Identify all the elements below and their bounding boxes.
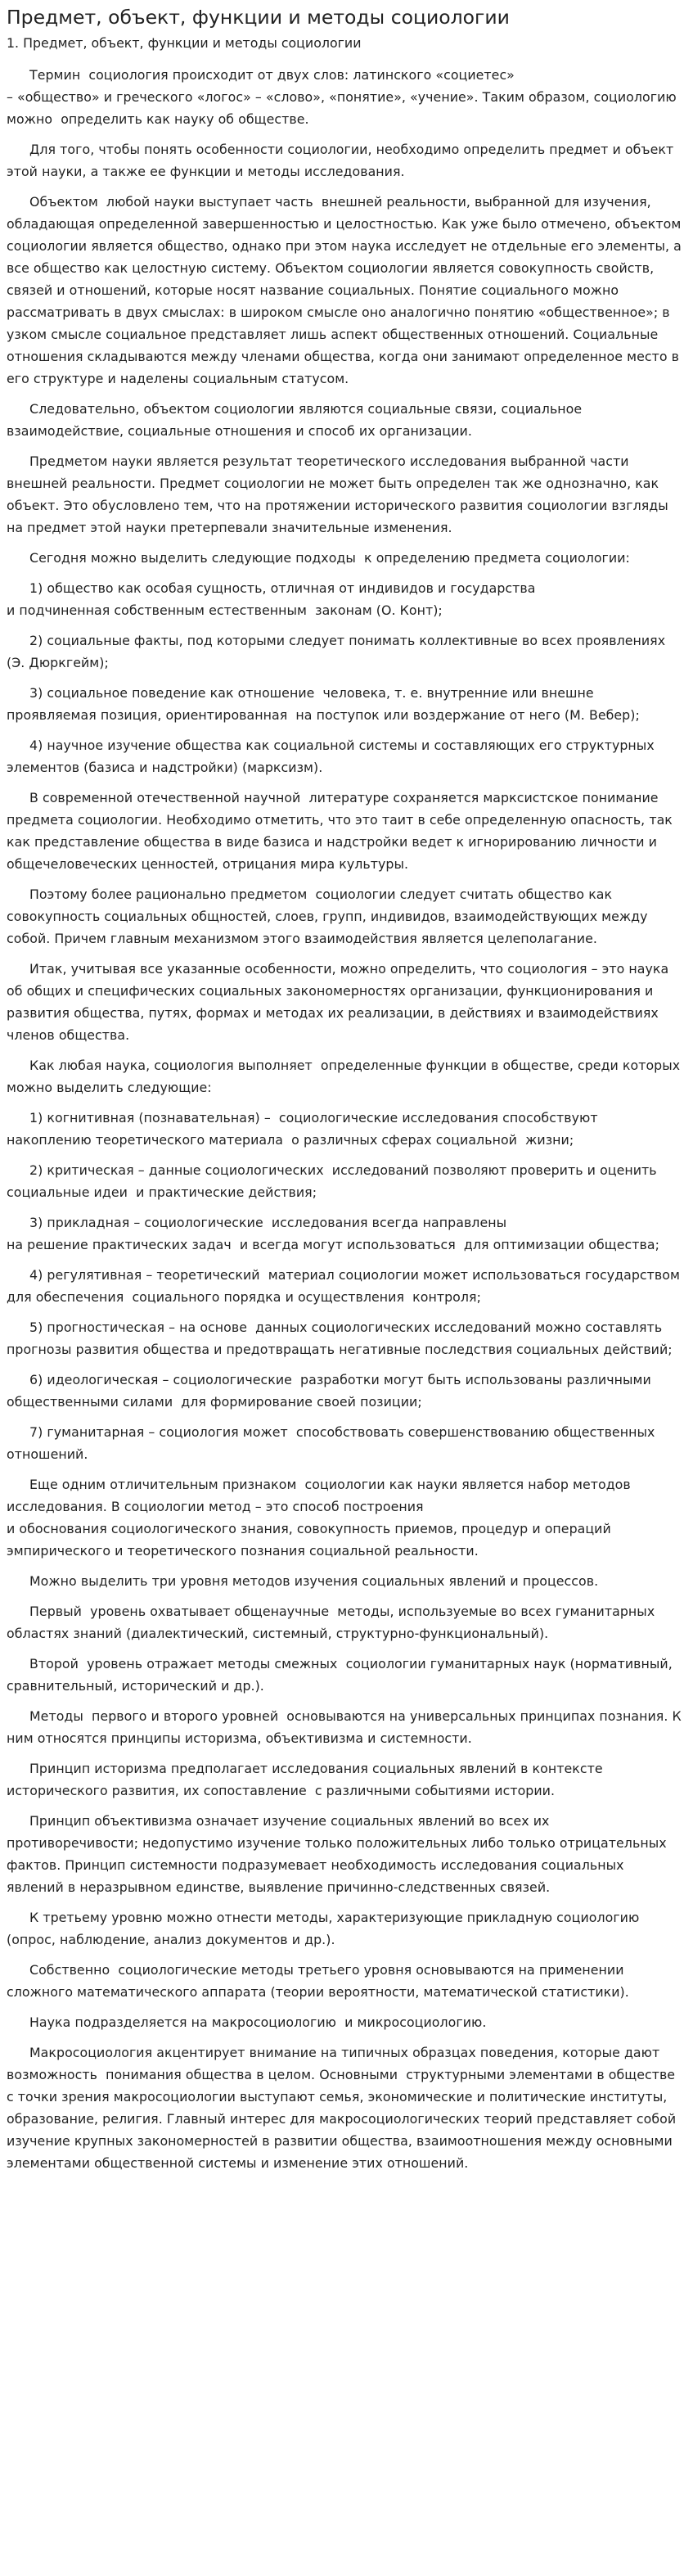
paragraph: Первый уровень охватывает общенаучные методы, используемые во всех гуманитарных областях знаний (диалектический, системный, структурно-функциональный).	[7, 1604, 659, 1641]
paragraph: Второй уровень отражает методы смежных социологии гуманитарных наук (нормативный, сравнительный, исторический и др.).	[7, 1656, 677, 1694]
list-item: 3) социальное поведение как отношение человека, т. е. внутренние или внешне проявляемая позиция, ориентированная на поступок или воздержание от него (М. Вебер);	[7, 685, 640, 723]
paragraph: Сегодня можно выделить следующие подходы к определению предмета социологии:	[29, 550, 630, 566]
paragraph: Объектом любой науки выступает часть внешней реальности, выбранной для изучения, обладающая определенной завершенностью и целостностью. Как уже было отмечено, объектом социологии является общество, однако при этом наука исследует не отдельные его элементы, а все общество как целостную систему. Объектом социологии является совокупность свойств, связей и отношений, которые носят название социальных. Понятие социального можно рассматривать в двух смыслах: в широком смысле оно аналогично понятию «общественное»; в узком смысле социальное представляет лишь аспект общественных отношений. Социальные отношения складываются между членами общества, когда они занимают определенное место в его структуре и наделены социальным статусом.	[7, 194, 686, 386]
list-item: 6) идеологическая – социологические разработки могут быть использованы различными общественными силами для формирование своей позиции;	[7, 1372, 655, 1410]
list-item: 2) социальные факты, под которыми следует понимать коллективные во всех проявлениях (Э. Дюркгейм);	[7, 633, 670, 670]
list-item: 1) общество как особая сущность, отличная от индивидов и государства и подчиненная собственным естественным законам (О. Конт);	[7, 580, 536, 618]
paragraph: В современной отечественной научной литературе сохраняется марксистское понимание предмета социологии. Необходимо отметить, что это таит в себе определенную опасность, так как представление общества в виде базиса и надстройки ведет к игнорированию личности и общечеловеческих ценностей, отрицания мира культуры.	[7, 790, 677, 872]
paragraph: Наука подразделяется на макросоциологию и микросоциологию.	[29, 2014, 487, 2030]
paragraph: Можно выделить три уровня методов изучения социальных явлений и процессов.	[29, 1573, 599, 1589]
list-item: 2) критическая – данные социологических исследований позволяют проверить и оценить социальные идеи и практические действия;	[7, 1162, 661, 1200]
list-item: 5) прогностическая – на основе данных социологических исследований можно составлять прогнозы развития общества и предотвращать негативные последствия социальных действий;	[7, 1320, 673, 1357]
paragraph: Итак, учитывая все указанные особенности, можно определить, что социология – это наука об общих и специфических социальных закономерностях организации, функционирования и развития общества, путях, формах и методах их реализации, в действиях и взаимодействиях членов общества.	[7, 961, 673, 1043]
paragraph: Собственно социологические методы третьего уровня основываются на применении сложного математического аппарата (теории вероятности, математической статистики).	[7, 1962, 629, 2000]
paragraph: Методы первого и второго уровней основываются на универсальных принципах познания. К ним относятся принципы историзма, объективизма и системности.	[7, 1708, 686, 1746]
paragraph: Макросоциология акцентирует внимание на типичных образцах поведения, которые дают возможность понимания общества в целом. Основными структурными элементами в обществе с точки зрения макросоциологии выступают семья, экономические и политические институты, образование, религия. Главный интерес для макросоциологических теорий представляет собой изучение крупных закономерностей в развитии общества, взаимоотношения между основными элементами общественной системы и изменение этих отношений.	[7, 2045, 681, 2171]
paragraph: Следовательно, объектом социологии являются социальные связи, социальное взаимодействие, социальные отношения и способ их организации.	[7, 401, 587, 439]
section-heading: 1. Предмет, объект, функции и методы социологии	[7, 35, 362, 51]
article-body	[7, 64, 685, 2174]
paragraph: Предметом науки является результат теоретического исследования выбранной части внешней реальности. Предмет социологии не может быть определен так же однозначно, как объект. Это обусловлено тем, что на протяжении исторического развития социологии взгляды на предмет этой науки претерпевали значительные изменения.	[7, 453, 673, 535]
list-item: 3) прикладная – социологические исследования всегда направлены на решение практических задач и всегда могут использоваться для оптимизации общества;	[7, 1215, 659, 1252]
paragraph: К третьему уровню можно отнести методы, характеризующие прикладную социологию (опрос, наблюдение, анализ документов и др.).	[7, 1910, 644, 1947]
paragraph: Для того, чтобы понять особенности социологии, необходимо определить предмет и объект этой науки, а также ее функции и методы исследования.	[7, 142, 678, 179]
paragraph: Принцип историзма предполагает исследования социальных явлений в контексте исторического развития, их сопоставление с различными событиями истории.	[7, 1761, 607, 1798]
list-item: 1) когнитивная (познавательная) – социологические исследования способствуют накоплению теоретического материала о различных сферах социальной жизни;	[7, 1110, 602, 1148]
list-item: 4) научное изучение общества как социальной системы и составляющих его структурных элементов (базиса и надстройки) (марксизм).	[7, 738, 659, 775]
page-title: Предмет, объект, функции и методы социологии	[7, 6, 510, 29]
list-item: 4) регулятивная – теоретический материал социологии может использоваться государством для обеспечения социального порядка и осуществления контроля;	[7, 1267, 685, 1305]
paragraph: Поэтому более рационально предметом социологии следует считать общество как совокупность социальных общностей, слоев, групп, индивидов, взаимодействующих между собой. Причем главным механизмом этого взаимодействия является целеполагание.	[7, 886, 652, 946]
paragraph: Принцип объективизма означает изучение социальных явлений во всех их противоречивости; недопустимо изучение только положительных либо только отрицательных фактов. Принцип системности подразумевает необходимость исследования социальных явлений в неразрывном единстве, выявление причинно-следственных связей.	[7, 1813, 671, 1895]
paragraph: Еще одним отличительным признаком социологии как науки является набор методов исследования. В социологии метод – это способ построения и обоснования социологического знания, совокупность приемов, процедур и операций эмпирического и теоретического познания социальной реальности.	[7, 1477, 631, 1559]
paragraph: Термин социология происходит от двух слов: латинского «социетес» – «общество» и греческого «логос» – «слово», «понятие», «учение». Таким образом, социологию можно определить как науку об обществе.	[7, 67, 677, 127]
paragraph: Как любая наука, социология выполняет определенные функции в обществе, среди которых можно выделить следующие:	[7, 1058, 685, 1095]
list-item: 7) гуманитарная – социология может способствовать совершенствованию общественных отношений.	[7, 1424, 659, 1462]
